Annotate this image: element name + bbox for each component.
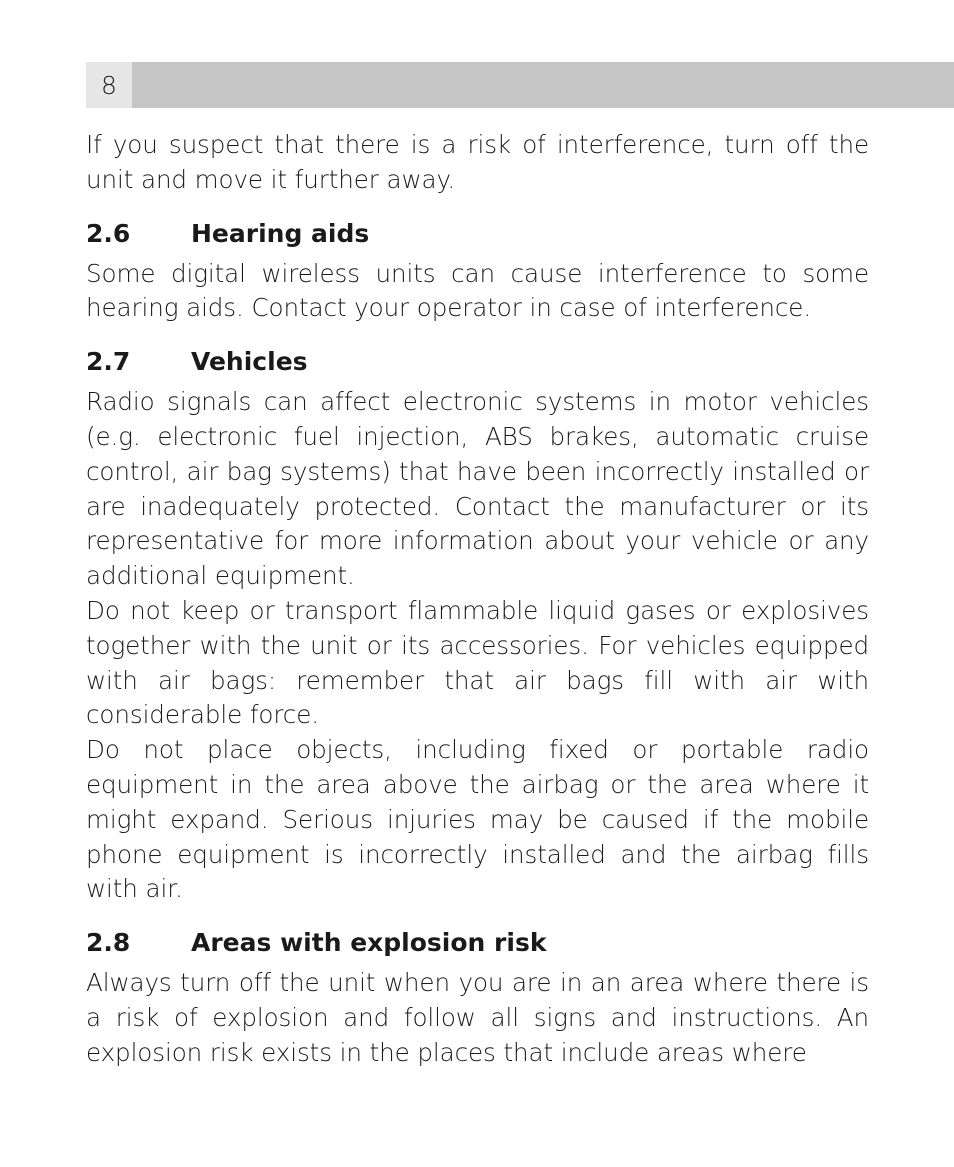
page-header-bar: [86, 62, 954, 108]
intro-paragraph: If you suspect that there is a risk of interference, turn off the unit and move it further away.: [86, 130, 869, 194]
explosion-risk-paragraph: Always turn off the unit when you are in an area where there is a risk of explosion and follow all signs and instructions. An explosion risk exists in the places that include areas where: [86, 968, 869, 1067]
page-number: 8: [86, 62, 132, 108]
section-number: 2.7: [86, 347, 131, 377]
section-heading-hearing-aids: [86, 217, 869, 251]
section-heading-vehicles: [86, 345, 869, 379]
page-content: [86, 128, 869, 1071]
vehicles-paragraph-3: Do not place objects, including fixed or portable radio equipment in the area above the airbag or the area where it might expand. Serious injuries may be caused if the mobile phone equipment is incorrectly installed and the airbag fills with air.: [86, 735, 869, 904]
hearing-aids-paragraph: Some digital wireless units can cause interference to some hearing aids. Contact your operator in case of interference.: [86, 258, 869, 323]
vehicles-paragraph-1: Radio signals can affect electronic systems in motor vehicles (e.g. electronic fuel injection, ABS brakes, automatic cruise control, air bag systems) that have been incorrectly installed or are inadequately protected. Contact the manufacturer or its representative for more information about your vehicle or any additional equipment.: [86, 387, 869, 591]
section-number: 2.6: [86, 218, 131, 248]
vehicles-paragraph-2: Do not keep or transport flammable liquid gases or explosives together with the unit or its accessories. For vehicles equipped with air bags: remember that air bags fill with air with considerable force.: [86, 595, 869, 730]
section-title: Areas with explosion risk: [191, 928, 547, 958]
section-title: Hearing aids: [191, 218, 370, 248]
section-heading-explosion-risk: [86, 926, 869, 960]
section-number: 2.8: [86, 928, 131, 958]
section-title: Vehicles: [191, 347, 308, 377]
